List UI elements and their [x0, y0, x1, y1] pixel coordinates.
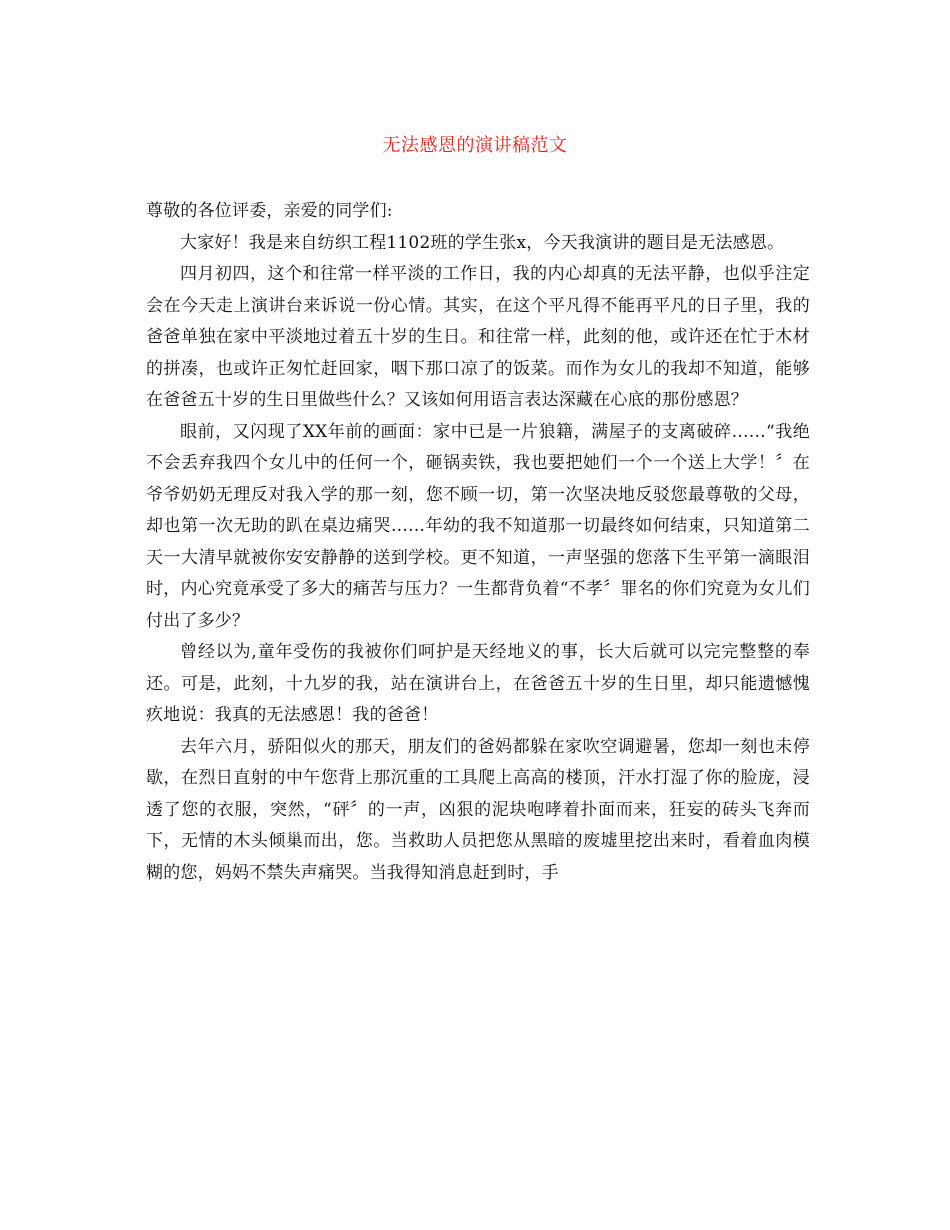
- paragraph-5: 去年六月，骄阳似火的那天，朋友们的爸妈都躲在家吹空调避暑，您却一刻也未停歇，在烈日直射的中午您背上那沉重的工具爬上高高的楼顶，汗水打湿了你的脸庞，浸透了您的衣服，突然，“砰〞的一声，凶狠的泥块咆哮着扑面而来，狂妄的砖头飞奔而下，无情的木头倾巢而出，您。当救助人员把您从黑暗的废墟里挖出来时，看着血肉模糊的您，妈妈不禁失声痛哭。当我得知消息赶到时，手: [146, 736, 810, 883]
- document-body: [146, 196, 810, 889]
- paragraph-2: 四月初四，这个和往常一样平淡的工作日，我的内心却真的无法平静，也似乎注定会在今天走上演讲台来诉说一份心情。其实，在这个平凡得不能再平凡的日子里，我的爸爸单独在家中平淡地过着五十岁的生日。和往常一样，此刻的他，或许还在忙于木材的拼凑，也或许正匆忙赶回家，咽下那口凉了的饭菜。而作为女儿的我却不知道，能够在爸爸五十岁的生日里做些什么？又该如何用语言表达深藏在心底的那份感恩？: [146, 264, 810, 410]
- document-title: 无法感恩的演讲稿范文: [382, 135, 568, 156]
- paragraph-1: 大家好！我是来自纺织工程1102班的学生张x，今天我演讲的题目是无法感恩。: [180, 232, 785, 253]
- greeting-line: 尊敬的各位评委，亲爱的同学们:: [146, 201, 393, 221]
- paragraph-4: 曾经以为,童年受伤的我被你们呵护是天经地义的事，长大后就可以完完整整的奉还。可是，此刻，十九岁的我，站在演讲台上，在爸爸五十岁的生日里，却只能遗憾愧疚地说：我真的无法感恩！我的爸爸！: [146, 642, 810, 725]
- paragraph-3: 眼前，又闪现了XX年前的画面：家中已是一片狼籍，满屋子的支离破碎……“我绝不会丢弃我四个女儿中的任何一个，砸锅卖铁，我也要把她们一个一个送上大学！〞在爷爷奶奶无理反对我入学的那一刻，您不顾一切，第一次坚决地反驳您最尊敬的父母，却也第一次无助的趴在桌边痛哭……年幼的我不知道那一切最终如何结束，只知道第二天一大清早就被你安安静静的送到学校。更不知道，一声坚强的您落下生平第一滴眼泪时，内心究竟承受了多大的痛苦与压力？一生都背负着“不孝〞罪名的你们究竟为女儿们付出了多少？: [146, 421, 810, 631]
